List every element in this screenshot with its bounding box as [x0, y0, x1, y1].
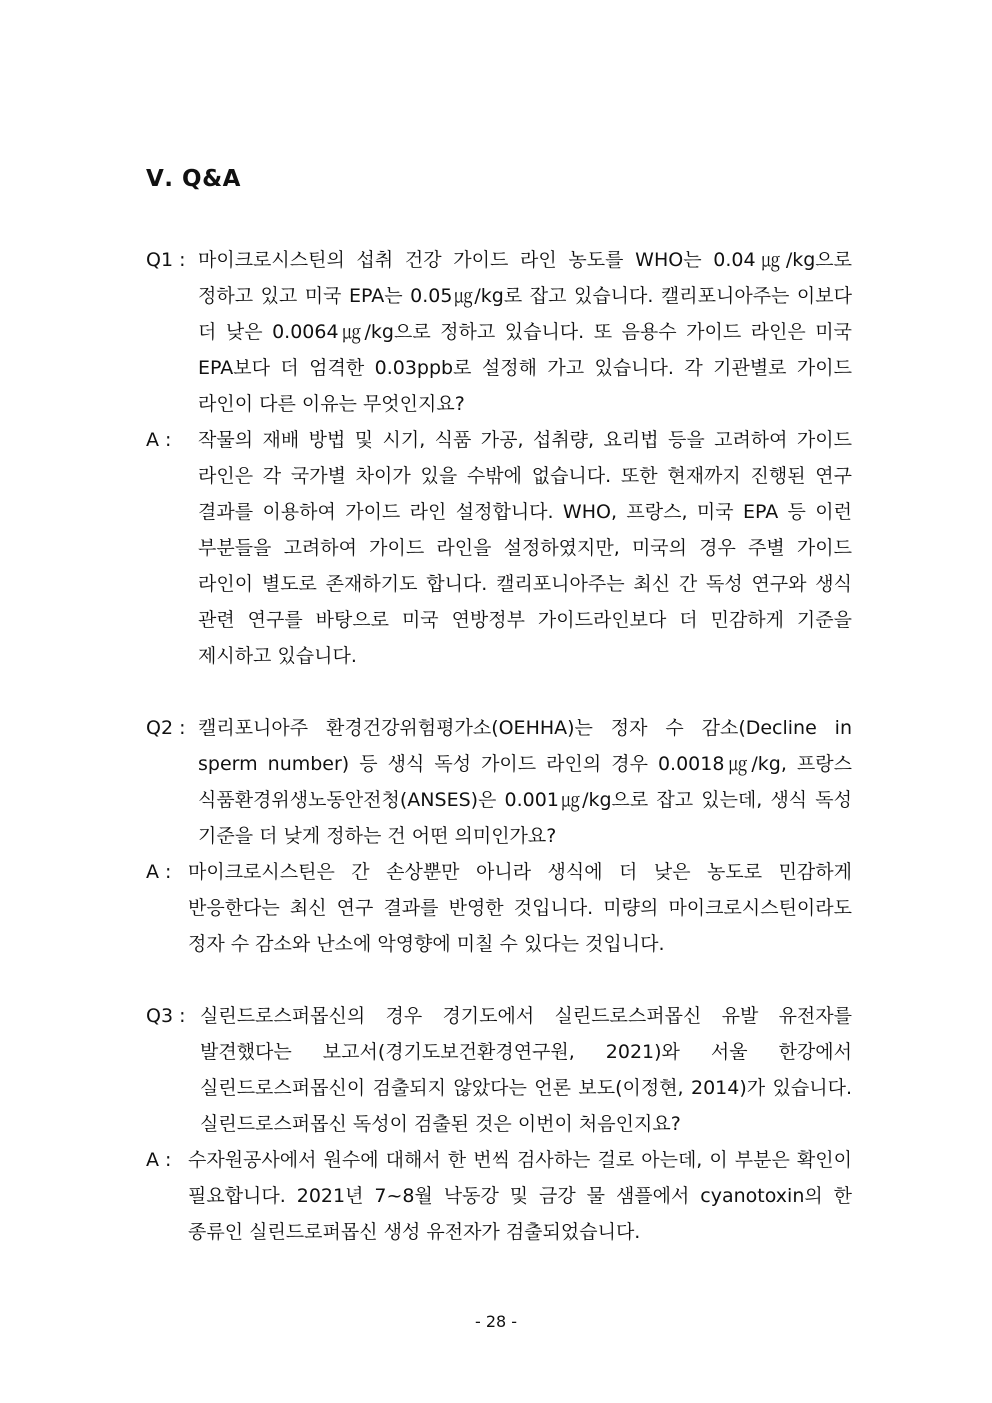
question-text: 마이크로시스틴의 섭취 건강 가이드 라인 농도를 WHO는 0.04㎍/kg으로 정하고 있고 미국 EPA는 0.05㎍/kg로 잡고 있습니다. 캘리포니아주는 이보다 더 낮은 0.0064㎍/kg으로 정하고 있습니다. 또 음용수 가이드 라인은 미국 EPA보다 더 엄격한 0.03ppb로 설정해 가고 있습니다. 각 기관별로 가이드 라인이 다른 이유는 무엇인지요? [198, 249, 852, 415]
answer-label: A : [146, 861, 172, 883]
answer-1 [146, 422, 852, 674]
answer-label: A : [146, 429, 172, 451]
answer-3 [146, 1142, 852, 1250]
question-label: Q1 : [146, 249, 186, 271]
answer-label: A : [146, 1149, 172, 1171]
qa-block-1 [146, 242, 852, 674]
question-text: 캘리포니아주 환경건강위험평가소(OEHHA)는 정자 수 감소(Decline in sperm number) 등 생식 독성 가이드 라인의 경우 0.0018㎍/kg, 프랑스 식품환경위생노동안전청(ANSES)은 0.001㎍/kg으로 잡고 있는데, 생식 독성 기준을 더 낮게 정하는 건 어떤 의미인가요? [198, 717, 852, 847]
answer-2 [146, 854, 852, 962]
answer-text: 마이크로시스틴은 간 손상뿐만 아니라 생식에 더 낮은 농도로 민감하게 반응한다는 최신 연구 결과를 반영한 것입니다. 미량의 마이크로시스틴이라도 정자 수 감소와 난소에 악영향에 미칠 수 있다는 것입니다. [188, 861, 852, 955]
question-1 [146, 242, 852, 422]
answer-text: 작물의 재배 방법 및 시기, 식품 가공, 섭취량, 요리법 등을 고려하여 가이드 라인은 각 국가별 차이가 있을 수밖에 없습니다. 또한 현재까지 진행된 연구 결과를 이용하여 가이드 라인 설정합니다. WHO, 프랑스, 미국 EPA 등 이런 부분들을 고려하여 가이드 라인을 설정하였지만, 미국의 경우 주별 가이드 라인이 별도로 존재하기도 합니다. 캘리포니아주는 최신 간 독성 연구와 생식 관련 연구를 바탕으로 미국 연방정부 가이드라인보다 더 민감하게 기준을 제시하고 있습니다. [198, 429, 852, 667]
qa-block-3 [146, 998, 852, 1250]
question-3 [146, 998, 852, 1142]
answer-text: 수자원공사에서 원수에 대해서 한 번씩 검사하는 걸로 아는데, 이 부분은 확인이 필요합니다. 2021년 7~8월 낙동강 및 금강 물 샘플에서 cyanotoxin의 한 종류인 실린드로퍼몹신 생성 유전자가 검출되었습니다. [188, 1149, 852, 1243]
question-2 [146, 710, 852, 854]
page-number: - 28 - [474, 1312, 518, 1331]
question-label: Q3 : [146, 1005, 186, 1027]
section-title: Ⅴ. Q&A [146, 166, 241, 192]
question-label: Q2 : [146, 717, 186, 739]
qa-block-2 [146, 710, 852, 962]
question-text: 실린드로스퍼몹신의 경우 경기도에서 실린드로스퍼몹신 유발 유전자를 발견했다는 보고서(경기도보건환경연구원, 2021)와 서울 한강에서 실린드로스퍼몹신이 검출되지 않았다는 언론 보도(이정현, 2014)가 있습니다. 실린드로스퍼몹신 독성이 검출된 것은 이번이 처음인지요? [200, 1005, 852, 1135]
